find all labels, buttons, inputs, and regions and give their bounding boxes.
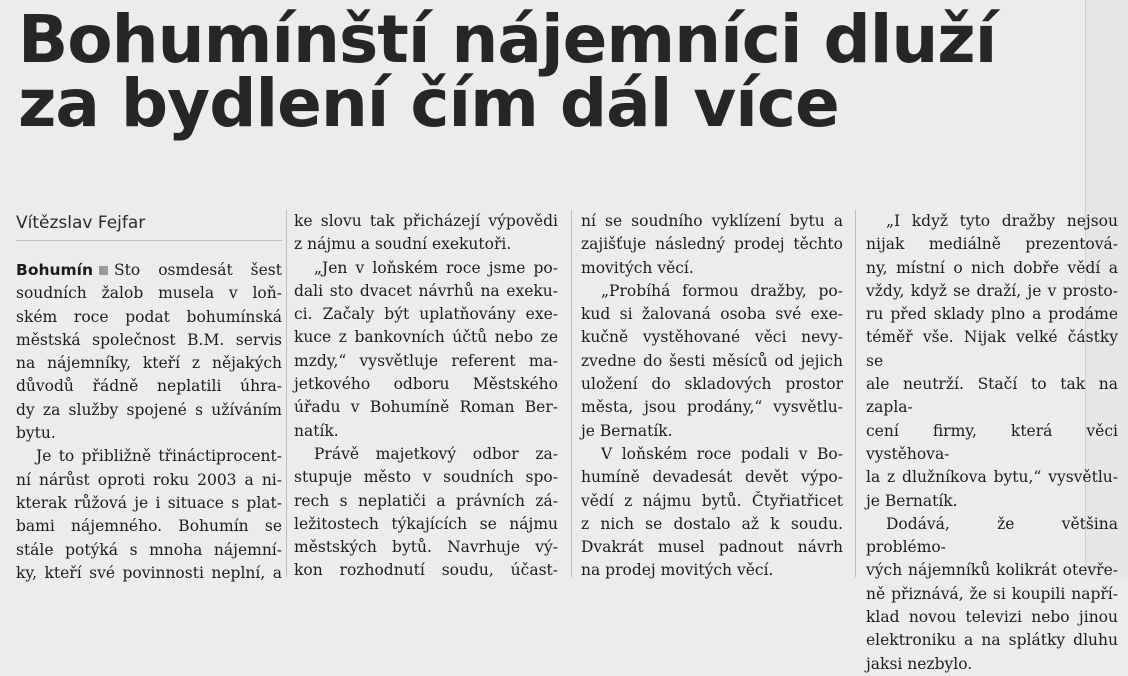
text-line: kon rozhodnutí soudu, účast- bbox=[294, 561, 558, 580]
text-line: „Jen v loňském roce jsme po- bbox=[314, 258, 558, 277]
headline-line-2: za bydlení čím dál více bbox=[18, 65, 839, 142]
text-line: z nájmu a soudní exekutoři. bbox=[294, 235, 512, 254]
text-line: ke slovu tak přicházejí výpovědi bbox=[294, 212, 558, 230]
text-line: městská společnost B.M. servis bbox=[16, 330, 282, 349]
byline: Vítězslav Fejfar bbox=[16, 213, 146, 233]
text-line: elektroniku a na splátky dluhu bbox=[866, 631, 1118, 650]
text-line: Bohumín Sto osmdesát šest bbox=[16, 261, 282, 279]
text-line: kterak růžová je i situace s plat- bbox=[16, 493, 282, 512]
text-line: klad novou televizi nebo jinou bbox=[866, 608, 1118, 627]
dateline: Bohumín bbox=[16, 261, 94, 279]
text-line: ru před sklady plno a prodáme bbox=[866, 305, 1118, 324]
text-line: kučně vystěhované věci nevy- bbox=[581, 328, 843, 347]
text-line: zajišťuje následný prodej těchto bbox=[581, 235, 843, 254]
headline-line-1: Bohumínští nájemníci dluží bbox=[18, 1, 997, 78]
text-line: la z dlužníkova bytu,“ vysvětlu- bbox=[866, 468, 1118, 487]
text-line: ní se soudního vyklízení bytu a bbox=[581, 212, 843, 230]
text-line: Dodává, že většina problémo- bbox=[866, 514, 1118, 557]
text-line: dy za služby spojené s užíváním bbox=[16, 400, 282, 419]
text-line: města, jsou prodány,“ vysvětlu- bbox=[581, 398, 843, 417]
text-line: rech s neplatiči a právních zá- bbox=[294, 491, 558, 510]
text-line: na prodej movitých věcí. bbox=[581, 561, 774, 580]
text-line: ny, místní o nich dobře vědí a bbox=[866, 258, 1118, 277]
headline bbox=[18, 1, 1098, 142]
text-line: Právě majetkový odbor za- bbox=[314, 444, 558, 463]
text-line: stále potýká s mnoha nájemní- bbox=[16, 540, 282, 559]
column-divider bbox=[855, 210, 856, 577]
text-line: nijak mediálně prezentová- bbox=[866, 235, 1118, 254]
text-line: uložení do skladových prostor bbox=[581, 375, 843, 394]
text-line: z nich se dostalo až k soudu. bbox=[581, 514, 843, 533]
text-line: jetkového odboru Městského bbox=[294, 375, 558, 394]
text-line: cení firmy, která věci vystěhova- bbox=[866, 421, 1118, 463]
square-bullet-icon bbox=[99, 266, 108, 275]
text-line: ci. Začaly být uplatňovány exe- bbox=[294, 305, 558, 324]
text-line: humíně devadesát devět výpo- bbox=[581, 468, 843, 487]
text-line: úřadu v Bohumíně Roman Ber- bbox=[294, 398, 558, 417]
text-line: ležitostech týkajících se nájmu bbox=[294, 514, 558, 533]
text-line: „I když tyto dražby nejsou bbox=[886, 212, 1118, 230]
text-line: bami nájemného. Bohumín se bbox=[16, 517, 282, 536]
byline-rule bbox=[16, 240, 282, 241]
column-divider bbox=[571, 210, 572, 577]
text-line: vědí z nájmu bytů. Čtyřiatřicet bbox=[581, 491, 843, 510]
text-line: Je to přibližně třináctiprocent- bbox=[36, 447, 282, 466]
article-column-4 bbox=[866, 210, 1118, 673]
text-line: na nájemníky, kteří z nějakých bbox=[16, 354, 282, 373]
text-line: důvodů řádně neplatili úhra- bbox=[16, 377, 282, 396]
text-line: zvedne do šesti měsíců od jejich bbox=[581, 351, 843, 370]
text-line: mzdy,“ vysvětluje referent ma- bbox=[294, 351, 558, 370]
article-column-3 bbox=[581, 210, 843, 580]
text-line: kud si žalovaná osoba své exe- bbox=[581, 305, 843, 324]
text-line: jaksi nezbylo. bbox=[866, 654, 973, 673]
text-line: bytu. bbox=[16, 424, 56, 443]
text-line: vých nájemníků kolikrát otevře- bbox=[866, 561, 1118, 580]
text-line: ském roce podat bohumínská bbox=[16, 307, 282, 326]
text-line: ně přiznává, že si koupili napří- bbox=[866, 584, 1118, 603]
text-line: natík. bbox=[294, 421, 339, 440]
text-line: městských bytů. Navrhuje vý- bbox=[294, 538, 558, 557]
text-line: soudních žalob musela v loň- bbox=[16, 284, 282, 303]
text-line: „Probíhá formou dražby, po- bbox=[601, 281, 843, 300]
text-line: téměř vše. Nijak velké částky se bbox=[866, 328, 1118, 370]
article-column-1 bbox=[16, 259, 282, 582]
text-line: V loňském roce podali v Bo- bbox=[601, 444, 843, 463]
text-line: stupuje město v soudních spo- bbox=[294, 468, 558, 487]
text-line: movitých věcí. bbox=[581, 258, 694, 277]
text-line: ní nárůst oproti roku 2003 a ni- bbox=[16, 470, 282, 489]
text-line: ale neutrží. Stačí to tak na zapla- bbox=[866, 375, 1118, 417]
text-line: ky, kteří své povinnosti neplní, a bbox=[16, 563, 282, 582]
column-divider bbox=[286, 210, 287, 577]
article-column-2 bbox=[294, 210, 558, 580]
text-line: Dvakrát musel padnout návrh bbox=[581, 538, 843, 557]
text-line: je Bernatík. bbox=[866, 491, 958, 510]
text-line: je Bernatík. bbox=[581, 421, 673, 440]
text-line: vždy, když se draží, je v prosto- bbox=[866, 281, 1118, 300]
text-line: dali sto dvacet návrhů na exeku- bbox=[294, 281, 558, 300]
text-line: kuce z bankovních účtů nebo ze bbox=[294, 328, 558, 347]
